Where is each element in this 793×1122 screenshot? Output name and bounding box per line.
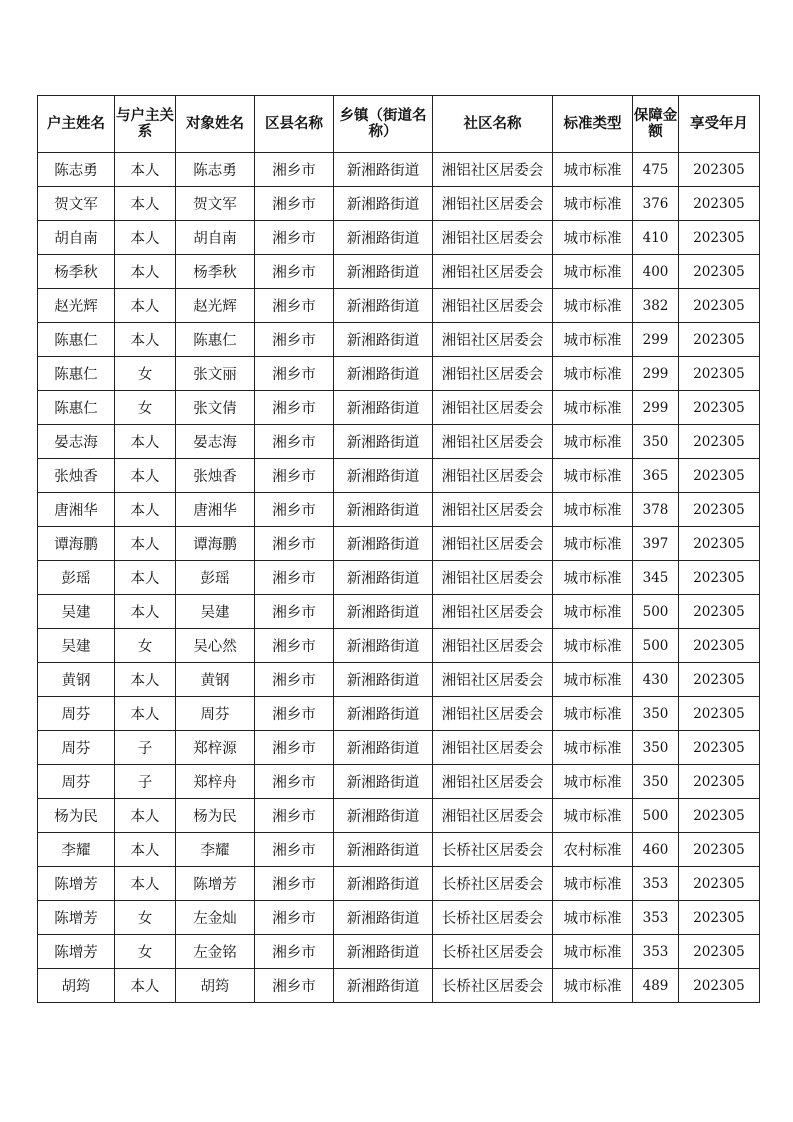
recipient-cell: 谭海鹏 xyxy=(176,527,255,561)
community-cell: 湘铝社区居委会 xyxy=(433,289,553,323)
table-row xyxy=(38,629,760,663)
standard-cell: 城市标准 xyxy=(553,153,633,187)
table-row xyxy=(38,187,760,221)
community-cell: 湘铝社区居委会 xyxy=(433,153,553,187)
standard-cell: 城市标准 xyxy=(553,799,633,833)
community-cell: 湘铝社区居委会 xyxy=(433,765,553,799)
community-cell: 湘铝社区居委会 xyxy=(433,561,553,595)
standard-cell: 城市标准 xyxy=(553,187,633,221)
amount-cell: 350 xyxy=(633,425,679,459)
community-cell: 湘铝社区居委会 xyxy=(433,527,553,561)
town-cell: 新湘路街道 xyxy=(334,663,433,697)
recipient-cell: 张文丽 xyxy=(176,357,255,391)
community-cell: 长桥社区居委会 xyxy=(433,867,553,901)
amount-cell: 365 xyxy=(633,459,679,493)
town-cell: 新湘路街道 xyxy=(334,153,433,187)
town-cell: 新湘路街道 xyxy=(334,391,433,425)
standard-cell: 城市标准 xyxy=(553,527,633,561)
county-cell: 湘乡市 xyxy=(255,867,334,901)
standard-cell: 城市标准 xyxy=(553,697,633,731)
community-cell: 湘铝社区居委会 xyxy=(433,629,553,663)
month-cell: 202305 xyxy=(679,663,760,697)
recipient-cell: 郑梓舟 xyxy=(176,765,255,799)
amount-cell: 376 xyxy=(633,187,679,221)
recipient-cell: 吴建 xyxy=(176,595,255,629)
community-cell: 长桥社区居委会 xyxy=(433,901,553,935)
town-cell: 新湘路街道 xyxy=(334,867,433,901)
standard-cell: 城市标准 xyxy=(553,935,633,969)
community-cell: 湘铝社区居委会 xyxy=(433,799,553,833)
head-amount: 保障金额 xyxy=(633,96,679,153)
standard-cell: 城市标准 xyxy=(553,221,633,255)
month-cell: 202305 xyxy=(679,799,760,833)
community-cell: 湘铝社区居委会 xyxy=(433,221,553,255)
householder-cell: 胡筠 xyxy=(38,969,115,1003)
community-cell: 湘铝社区居委会 xyxy=(433,357,553,391)
amount-cell: 500 xyxy=(633,595,679,629)
month-cell: 202305 xyxy=(679,765,760,799)
standard-cell: 城市标准 xyxy=(553,663,633,697)
recipient-cell: 陈志勇 xyxy=(176,153,255,187)
relation-cell: 本人 xyxy=(115,459,176,493)
county-cell: 湘乡市 xyxy=(255,561,334,595)
county-cell: 湘乡市 xyxy=(255,459,334,493)
amount-cell: 345 xyxy=(633,561,679,595)
head-county: 区县名称 xyxy=(255,96,334,153)
relation-cell: 本人 xyxy=(115,833,176,867)
relation-cell: 子 xyxy=(115,765,176,799)
month-cell: 202305 xyxy=(679,493,760,527)
amount-cell: 299 xyxy=(633,323,679,357)
subsidy-table xyxy=(37,95,760,1003)
town-cell: 新湘路街道 xyxy=(334,697,433,731)
month-cell: 202305 xyxy=(679,255,760,289)
householder-cell: 杨季秋 xyxy=(38,255,115,289)
householder-cell: 谭海鹏 xyxy=(38,527,115,561)
recipient-cell: 张文倩 xyxy=(176,391,255,425)
amount-cell: 353 xyxy=(633,867,679,901)
recipient-cell: 贺文军 xyxy=(176,187,255,221)
town-cell: 新湘路街道 xyxy=(334,493,433,527)
town-cell: 新湘路街道 xyxy=(334,527,433,561)
householder-cell: 陈志勇 xyxy=(38,153,115,187)
amount-cell: 299 xyxy=(633,357,679,391)
county-cell: 湘乡市 xyxy=(255,833,334,867)
standard-cell: 城市标准 xyxy=(553,493,633,527)
county-cell: 湘乡市 xyxy=(255,901,334,935)
table-row xyxy=(38,697,760,731)
relation-cell: 女 xyxy=(115,629,176,663)
town-cell: 新湘路街道 xyxy=(334,425,433,459)
head-householder: 户主姓名 xyxy=(38,96,115,153)
recipient-cell: 唐湘华 xyxy=(176,493,255,527)
town-cell: 新湘路街道 xyxy=(334,765,433,799)
county-cell: 湘乡市 xyxy=(255,357,334,391)
relation-cell: 本人 xyxy=(115,255,176,289)
county-cell: 湘乡市 xyxy=(255,221,334,255)
householder-cell: 陈惠仁 xyxy=(38,357,115,391)
month-cell: 202305 xyxy=(679,833,760,867)
relation-cell: 女 xyxy=(115,391,176,425)
recipient-cell: 左金铭 xyxy=(176,935,255,969)
recipient-cell: 李耀 xyxy=(176,833,255,867)
householder-cell: 张烛香 xyxy=(38,459,115,493)
recipient-cell: 张烛香 xyxy=(176,459,255,493)
town-cell: 新湘路街道 xyxy=(334,323,433,357)
county-cell: 湘乡市 xyxy=(255,187,334,221)
county-cell: 湘乡市 xyxy=(255,697,334,731)
month-cell: 202305 xyxy=(679,357,760,391)
householder-cell: 胡自南 xyxy=(38,221,115,255)
recipient-cell: 陈惠仁 xyxy=(176,323,255,357)
relation-cell: 女 xyxy=(115,935,176,969)
standard-cell: 城市标准 xyxy=(553,629,633,663)
householder-cell: 周芬 xyxy=(38,697,115,731)
table-row xyxy=(38,867,760,901)
relation-cell: 本人 xyxy=(115,663,176,697)
householder-cell: 杨为民 xyxy=(38,799,115,833)
amount-cell: 353 xyxy=(633,935,679,969)
county-cell: 湘乡市 xyxy=(255,731,334,765)
table-row xyxy=(38,765,760,799)
head-community: 社区名称 xyxy=(433,96,553,153)
table-row xyxy=(38,833,760,867)
community-cell: 湘铝社区居委会 xyxy=(433,187,553,221)
relation-cell: 子 xyxy=(115,731,176,765)
county-cell: 湘乡市 xyxy=(255,323,334,357)
month-cell: 202305 xyxy=(679,425,760,459)
town-cell: 新湘路街道 xyxy=(334,357,433,391)
standard-cell: 城市标准 xyxy=(553,731,633,765)
county-cell: 湘乡市 xyxy=(255,765,334,799)
amount-cell: 397 xyxy=(633,527,679,561)
table-row xyxy=(38,221,760,255)
recipient-cell: 吴心然 xyxy=(176,629,255,663)
county-cell: 湘乡市 xyxy=(255,935,334,969)
table-row xyxy=(38,799,760,833)
recipient-cell: 杨为民 xyxy=(176,799,255,833)
standard-cell: 城市标准 xyxy=(553,459,633,493)
town-cell: 新湘路街道 xyxy=(334,629,433,663)
town-cell: 新湘路街道 xyxy=(334,731,433,765)
head-town: 乡镇（街道名称） xyxy=(334,96,433,153)
amount-cell: 430 xyxy=(633,663,679,697)
table-row xyxy=(38,493,760,527)
relation-cell: 本人 xyxy=(115,799,176,833)
community-cell: 湘铝社区居委会 xyxy=(433,493,553,527)
community-cell: 长桥社区居委会 xyxy=(433,969,553,1003)
month-cell: 202305 xyxy=(679,867,760,901)
county-cell: 湘乡市 xyxy=(255,255,334,289)
community-cell: 湘铝社区居委会 xyxy=(433,425,553,459)
relation-cell: 本人 xyxy=(115,289,176,323)
community-cell: 湘铝社区居委会 xyxy=(433,391,553,425)
table-row xyxy=(38,663,760,697)
standard-cell: 城市标准 xyxy=(553,595,633,629)
recipient-cell: 胡自南 xyxy=(176,221,255,255)
relation-cell: 本人 xyxy=(115,187,176,221)
table-row xyxy=(38,323,760,357)
amount-cell: 350 xyxy=(633,731,679,765)
householder-cell: 陈增芳 xyxy=(38,901,115,935)
householder-cell: 李耀 xyxy=(38,833,115,867)
relation-cell: 本人 xyxy=(115,697,176,731)
month-cell: 202305 xyxy=(679,527,760,561)
community-cell: 湘铝社区居委会 xyxy=(433,595,553,629)
community-cell: 长桥社区居委会 xyxy=(433,935,553,969)
standard-cell: 城市标准 xyxy=(553,765,633,799)
relation-cell: 本人 xyxy=(115,323,176,357)
month-cell: 202305 xyxy=(679,595,760,629)
recipient-cell: 晏志海 xyxy=(176,425,255,459)
recipient-cell: 陈增芳 xyxy=(176,867,255,901)
county-cell: 湘乡市 xyxy=(255,493,334,527)
county-cell: 湘乡市 xyxy=(255,527,334,561)
amount-cell: 299 xyxy=(633,391,679,425)
month-cell: 202305 xyxy=(679,731,760,765)
standard-cell: 城市标准 xyxy=(553,323,633,357)
relation-cell: 本人 xyxy=(115,221,176,255)
standard-cell: 农村标准 xyxy=(553,833,633,867)
recipient-cell: 黄钢 xyxy=(176,663,255,697)
householder-cell: 陈增芳 xyxy=(38,867,115,901)
county-cell: 湘乡市 xyxy=(255,969,334,1003)
town-cell: 新湘路街道 xyxy=(334,187,433,221)
householder-cell: 吴建 xyxy=(38,595,115,629)
amount-cell: 475 xyxy=(633,153,679,187)
county-cell: 湘乡市 xyxy=(255,391,334,425)
head-standard: 标准类型 xyxy=(553,96,633,153)
relation-cell: 本人 xyxy=(115,153,176,187)
month-cell: 202305 xyxy=(679,629,760,663)
amount-cell: 410 xyxy=(633,221,679,255)
month-cell: 202305 xyxy=(679,901,760,935)
town-cell: 新湘路街道 xyxy=(334,459,433,493)
table-row xyxy=(38,357,760,391)
householder-cell: 贺文军 xyxy=(38,187,115,221)
month-cell: 202305 xyxy=(679,561,760,595)
town-cell: 新湘路街道 xyxy=(334,595,433,629)
head-relation: 与户主关系 xyxy=(115,96,176,153)
householder-cell: 唐湘华 xyxy=(38,493,115,527)
community-cell: 湘铝社区居委会 xyxy=(433,323,553,357)
table-row xyxy=(38,561,760,595)
month-cell: 202305 xyxy=(679,459,760,493)
householder-cell: 周芬 xyxy=(38,731,115,765)
amount-cell: 400 xyxy=(633,255,679,289)
amount-cell: 382 xyxy=(633,289,679,323)
month-cell: 202305 xyxy=(679,323,760,357)
table-row xyxy=(38,935,760,969)
recipient-cell: 杨季秋 xyxy=(176,255,255,289)
month-cell: 202305 xyxy=(679,969,760,1003)
householder-cell: 彭瑶 xyxy=(38,561,115,595)
recipient-cell: 郑梓源 xyxy=(176,731,255,765)
relation-cell: 本人 xyxy=(115,595,176,629)
standard-cell: 城市标准 xyxy=(553,901,633,935)
householder-cell: 陈惠仁 xyxy=(38,391,115,425)
head-month: 享受年月 xyxy=(679,96,760,153)
month-cell: 202305 xyxy=(679,187,760,221)
community-cell: 湘铝社区居委会 xyxy=(433,731,553,765)
table-row xyxy=(38,153,760,187)
householder-cell: 晏志海 xyxy=(38,425,115,459)
town-cell: 新湘路街道 xyxy=(334,561,433,595)
recipient-cell: 周芬 xyxy=(176,697,255,731)
community-cell: 湘铝社区居委会 xyxy=(433,255,553,289)
standard-cell: 城市标准 xyxy=(553,391,633,425)
table-row xyxy=(38,527,760,561)
recipient-cell: 胡筠 xyxy=(176,969,255,1003)
relation-cell: 本人 xyxy=(115,969,176,1003)
month-cell: 202305 xyxy=(679,153,760,187)
standard-cell: 城市标准 xyxy=(553,867,633,901)
community-cell: 湘铝社区居委会 xyxy=(433,697,553,731)
amount-cell: 350 xyxy=(633,765,679,799)
table-row xyxy=(38,901,760,935)
month-cell: 202305 xyxy=(679,221,760,255)
amount-cell: 378 xyxy=(633,493,679,527)
town-cell: 新湘路街道 xyxy=(334,935,433,969)
head-recipient: 对象姓名 xyxy=(176,96,255,153)
standard-cell: 城市标准 xyxy=(553,255,633,289)
county-cell: 湘乡市 xyxy=(255,799,334,833)
amount-cell: 489 xyxy=(633,969,679,1003)
relation-cell: 女 xyxy=(115,901,176,935)
town-cell: 新湘路街道 xyxy=(334,969,433,1003)
table-row xyxy=(38,425,760,459)
month-cell: 202305 xyxy=(679,289,760,323)
community-cell: 长桥社区居委会 xyxy=(433,833,553,867)
table-row xyxy=(38,969,760,1003)
householder-cell: 黄钢 xyxy=(38,663,115,697)
county-cell: 湘乡市 xyxy=(255,289,334,323)
amount-cell: 350 xyxy=(633,697,679,731)
householder-cell: 吴建 xyxy=(38,629,115,663)
county-cell: 湘乡市 xyxy=(255,153,334,187)
town-cell: 新湘路街道 xyxy=(334,901,433,935)
town-cell: 新湘路街道 xyxy=(334,799,433,833)
county-cell: 湘乡市 xyxy=(255,425,334,459)
relation-cell: 本人 xyxy=(115,425,176,459)
county-cell: 湘乡市 xyxy=(255,663,334,697)
relation-cell: 本人 xyxy=(115,867,176,901)
householder-cell: 陈惠仁 xyxy=(38,323,115,357)
month-cell: 202305 xyxy=(679,391,760,425)
table-row xyxy=(38,459,760,493)
recipient-cell: 左金灿 xyxy=(176,901,255,935)
community-cell: 湘铝社区居委会 xyxy=(433,459,553,493)
document-page xyxy=(37,95,759,1003)
standard-cell: 城市标准 xyxy=(553,425,633,459)
table-row xyxy=(38,391,760,425)
county-cell: 湘乡市 xyxy=(255,595,334,629)
amount-cell: 500 xyxy=(633,799,679,833)
month-cell: 202305 xyxy=(679,697,760,731)
standard-cell: 城市标准 xyxy=(553,969,633,1003)
relation-cell: 本人 xyxy=(115,561,176,595)
community-cell: 湘铝社区居委会 xyxy=(433,663,553,697)
householder-cell: 赵光辉 xyxy=(38,289,115,323)
relation-cell: 女 xyxy=(115,357,176,391)
amount-cell: 460 xyxy=(633,833,679,867)
town-cell: 新湘路街道 xyxy=(334,221,433,255)
relation-cell: 本人 xyxy=(115,493,176,527)
table-row xyxy=(38,731,760,765)
amount-cell: 353 xyxy=(633,901,679,935)
table-header-row xyxy=(38,96,760,153)
amount-cell: 500 xyxy=(633,629,679,663)
county-cell: 湘乡市 xyxy=(255,629,334,663)
table-row xyxy=(38,595,760,629)
householder-cell: 陈增芳 xyxy=(38,935,115,969)
table-body xyxy=(38,153,760,1003)
town-cell: 新湘路街道 xyxy=(334,833,433,867)
town-cell: 新湘路街道 xyxy=(334,255,433,289)
month-cell: 202305 xyxy=(679,935,760,969)
recipient-cell: 赵光辉 xyxy=(176,289,255,323)
table-row xyxy=(38,289,760,323)
town-cell: 新湘路街道 xyxy=(334,289,433,323)
recipient-cell: 彭瑶 xyxy=(176,561,255,595)
standard-cell: 城市标准 xyxy=(553,561,633,595)
relation-cell: 本人 xyxy=(115,527,176,561)
standard-cell: 城市标准 xyxy=(553,357,633,391)
table-row xyxy=(38,255,760,289)
standard-cell: 城市标准 xyxy=(553,289,633,323)
householder-cell: 周芬 xyxy=(38,765,115,799)
